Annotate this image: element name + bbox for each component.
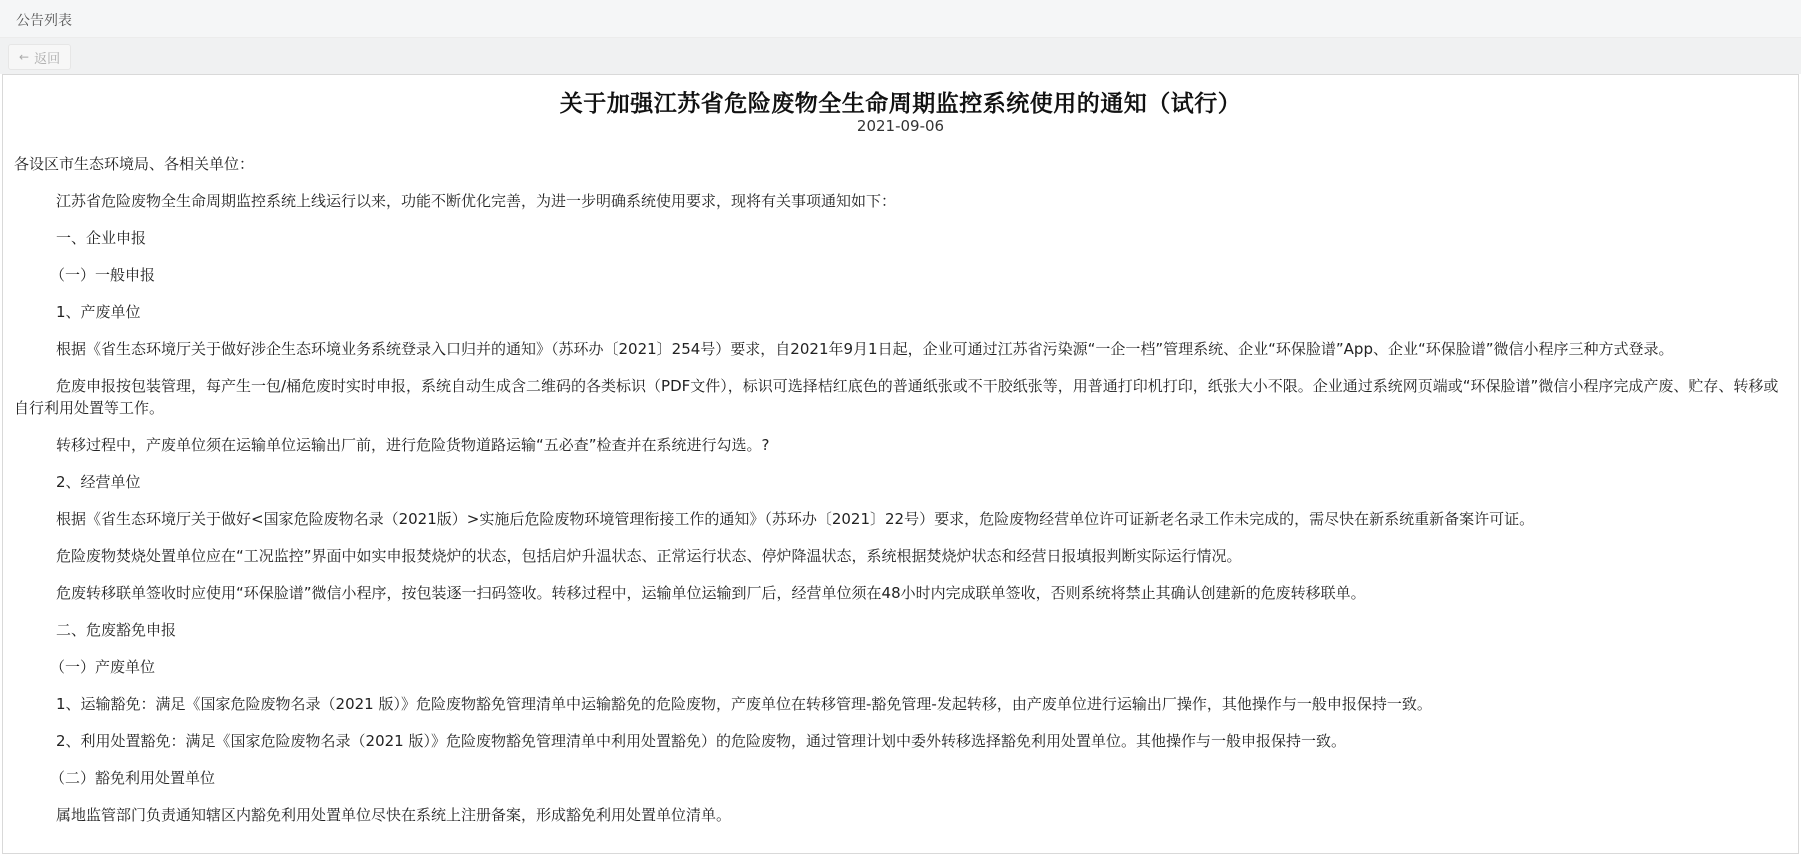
toolbar (0, 38, 1801, 74)
section-heading: 一、企业申报 (56, 229, 147, 247)
page-header (0, 0, 1801, 38)
page-title: 公告列表 (16, 13, 72, 29)
subsection-heading: （二）豁免利用处置单位 (50, 769, 216, 787)
notice-body (14, 153, 1786, 841)
notice-paragraph: 各设区市生态环境局、各相关单位： (14, 155, 255, 173)
notice-paragraph: 根据《省生态环境厅关于做好涉企生态环境业务系统登录入口归并的通知》（苏环办〔2021〕254号）要求，自2021年9月1日起，企业可通过江苏省污染源“一企一档”管理系统、企业“环保脸谱”App、企业“环保脸谱”微信小程序三种方式登录。 (56, 340, 1674, 358)
back-button[interactable] (8, 44, 71, 70)
notice-paragraph: 转移过程中，产废单位须在运输单位运输出厂前，进行危险货物道路运输“五必查”检查并在系统进行勾选。? (56, 436, 770, 454)
subsection-heading: 1、产废单位 (56, 303, 141, 321)
notice-paragraph: 1、运输豁免：满足《国家危险废物名录（2021 版）》危险废物豁免管理清单中运输豁免的危险废物，产废单位在转移管理-豁免管理-发起转移，由产废单位进行运输出厂操作，其他操作与一般申报保持一致。 (56, 695, 1432, 713)
notice-paragraph: 属地监管部门负责通知辖区内豁免利用处置单位尽快在系统上注册备案，形成豁免利用处置单位清单。 (56, 806, 732, 824)
section-heading: 二、危废豁免申报 (56, 621, 177, 639)
arrow-left-icon: ← (19, 50, 30, 64)
notice-paragraph: 2、利用处置豁免：满足《国家危险废物名录（2021 版）》危险废物豁免管理清单中利用处置豁免）的危险废物，通过管理计划中委外转移选择豁免利用处置单位。其他操作与一般申报保持一致。 (56, 732, 1346, 750)
subsection-heading: （一）产废单位 (50, 658, 156, 676)
notice-panel (2, 74, 1799, 854)
notice-paragraph: 危废转移联单签收时应使用“环保脸谱”微信小程序，按包装逐一扫码签收。转移过程中，运输单位运输到厂后，经营单位须在48小时内完成联单签收，否则系统将禁止其确认创建新的危废转移联单。 (56, 584, 1366, 602)
notice-paragraph: 根据《省生态环境厅关于做好<国家危险废物名录（2021版）>实施后危险废物环境管理衔接工作的通知》（苏环办〔2021〕22号）要求，危险废物经营单位许可证新老名录工作未完成的，需尽快在新系统重新备案许可证。 (56, 510, 1535, 528)
subsection-heading: 2、经营单位 (56, 473, 141, 491)
notice-title: 关于加强江苏省危险废物全生命周期监控系统使用的通知（试行） (559, 91, 1242, 117)
notice-paragraph: 危废申报按包装管理，每产生一包/桶危废时实时申报，系统自动生成含二维码的各类标识（PDF文件），标识可选择桔红底色的普通纸张或不干胶纸张等，用普通打印机打印，纸张大小不限。企业通过系统网页端或“环保脸谱”微信小程序完成产废、贮存、转移或自行利用处置等工作。 (14, 377, 1779, 417)
subsection-heading: （一）一般申报 (50, 266, 156, 284)
back-button-label: 返回 (34, 51, 61, 67)
notice-paragraph: 江苏省危险废物全生命周期监控系统上线运行以来，功能不断优化完善，为进一步明确系统使用要求，现将有关事项通知如下： (56, 192, 897, 210)
notice-date: 2021-09-06 (856, 117, 945, 135)
notice-paragraph: 危险废物焚烧处置单位应在“工况监控”界面中如实申报焚烧炉的状态，包括启炉升温状态、正常运行状态、停炉降温状态，系统根据焚烧炉状态和经营日报填报判断实际运行情况。 (56, 547, 1242, 565)
